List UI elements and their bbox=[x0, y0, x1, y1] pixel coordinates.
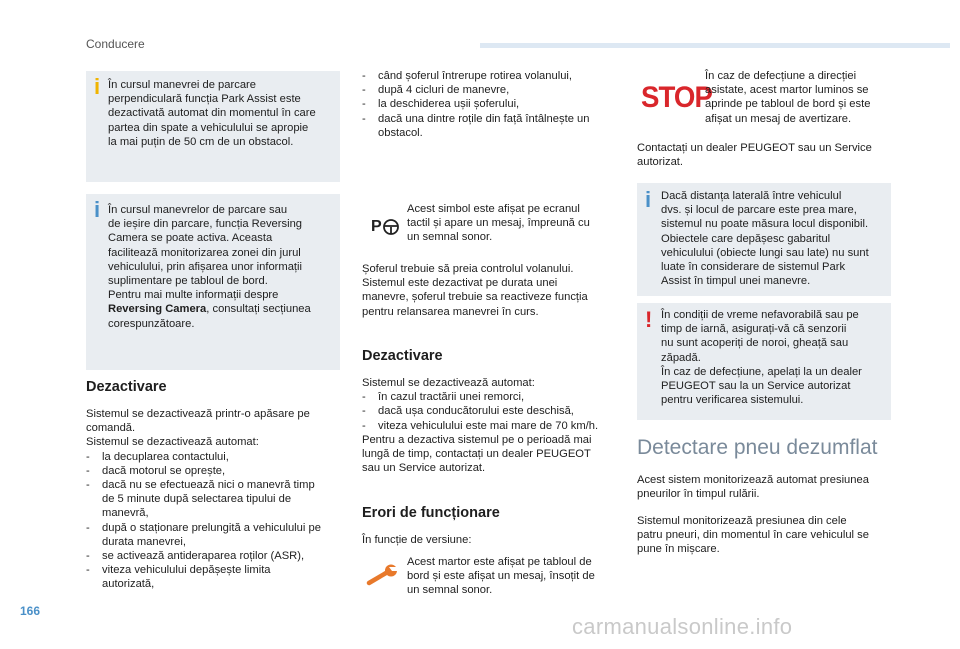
list-item: - când șoferul întrerupe rotirea volanului, bbox=[362, 69, 622, 83]
tyre-paragraph-2: Sistemul monitorizează presiunea din cele patru pneuri, din momentul în care vehiculul se pune în mișcare. bbox=[637, 515, 869, 556]
warning-exclamation-icon: ! bbox=[645, 307, 653, 332]
info-icon: i bbox=[94, 197, 101, 222]
list-item: - dacă nu se efectuează nici o manevră timp de 5 minute după selectarea tipului de manevră, bbox=[86, 478, 346, 521]
list-item: - la deschiderea ușii șoferului, bbox=[362, 97, 622, 111]
symbol-description: Acest simbol este afișat pe ecranul tactil și apare un mesaj, împreună cu un semnal sonor. bbox=[407, 203, 590, 244]
list-item: - în cazul tractării unei remorci, bbox=[362, 390, 622, 404]
tyre-paragraph-1: Acest sistem monitorizează automat presiunea pneurilor în timpul rulării. bbox=[637, 474, 869, 501]
list-item: - după o staționare prelungită a vehiculului pe durata manevrei, bbox=[86, 521, 346, 549]
info-note-reversing-camera bbox=[86, 194, 340, 370]
info-note-lateral-distance bbox=[637, 183, 891, 296]
wrench-icon bbox=[366, 564, 400, 586]
note-text: În cursul manevrei de parcare perpendiculară funcția Park Assist este dezactivată automat din momentul în care partea din spate a vehiculului se apropie la mai puțin de 50 cm de un obstacol. bbox=[108, 79, 316, 148]
list-item: - se activează antideraparea roților (ASR), bbox=[86, 549, 346, 563]
stop-description: În caz de defecțiune a direcției asistate, acest martor luminos se aprinde pe tabloul de bord și este afișat un mesaj de avertizare. bbox=[705, 70, 871, 125]
watermark: carmanualsonline.info bbox=[572, 614, 793, 639]
contact-dealer-text: Contactați un dealer PEUGEOT sau un Service autorizat. bbox=[637, 142, 872, 169]
note-text: În condiții de vreme nefavorabilă sau pe timp de iarnă, asigurați-vă că senzorii nu sunt acoperiți de noroi, gheață sau zăpadă. În caz de defecțiune, apelați la un dealer PEUGEOT sau la un Service autorizat pentru verificarea sistemului. bbox=[661, 309, 862, 407]
wrench-description: Acest martor este afișat pe tabloul de bord și este afișat un mesaj, însoțit de un semnal sonor. bbox=[407, 556, 595, 597]
section-header: Conducere bbox=[86, 37, 145, 51]
section-title-dezactivare-2: Dezactivare bbox=[362, 348, 443, 364]
section-title-tyre-deflation: Detectare pneu dezumflat bbox=[637, 436, 878, 459]
section-title-dezactivare: Dezactivare bbox=[86, 379, 167, 395]
info-note-park-assist bbox=[86, 71, 340, 182]
list-item: - după 4 cicluri de manevre, bbox=[362, 83, 622, 97]
list-item: - viteza vehiculului depășește limita autorizată, bbox=[86, 563, 346, 591]
list-item: - dacă ușa conducătorului este deschisă, bbox=[362, 404, 622, 418]
deactivation-list bbox=[86, 450, 346, 592]
park-assist-steering-icon bbox=[370, 214, 400, 236]
note-text: În cursul manevrelor de parcare sau de ieșire din parcare, funcția Reversing Camera se poate activa. Aceasta facilitează monitorizarea zonei din jurul vehiculului, prin afișarea unor informații suplimentare pe tabloul de bord. Pentru mai multe informații despre Reversing Camera, consultați secțiunea corespunzătoare. bbox=[108, 204, 311, 330]
driver-takeover-paragraph: Șoferul trebuie să preia controlul volanului. Sistemul este dezactivat pe durata unei manevre, șoferul trebuie sa reactiveze funcția pentru relansarea manevrei în curs. bbox=[362, 263, 588, 318]
header-divider-bar bbox=[480, 43, 950, 48]
section-title-erori: Erori de funcționare bbox=[362, 505, 500, 521]
list-item: - dacă motorul se oprește, bbox=[86, 464, 346, 478]
info-icon: i bbox=[645, 187, 652, 212]
continued-list bbox=[362, 69, 622, 140]
list-item: - viteza vehiculului este mai mare de 70 km/h. bbox=[362, 419, 622, 433]
auto-deactivation-text: Sistemul se dezactivează automat: - în cazul tractării unei remorci, - dacă ușa conducătorului este deschisă, - viteza vehiculului este mai mare de 70 km/h. Pentru a dezactiva sistemul pe o perioadă mai lungă de timp, contactați un dealer PEUGEOT sau un Service autorizat. bbox=[362, 376, 622, 475]
list-item: - dacă una dintre roțile din față întâlnește un obstacol. bbox=[362, 112, 622, 140]
stop-warning-icon: STOP bbox=[641, 81, 712, 114]
deactivation-text: Sistemul se dezactivează printr-o apăsare pe comandă. Sistemul se dezactivează automat: - la decuplarea contactului, - dacă motorul se oprește, - dacă nu se efectuează nici o manevră timp de 5 minute după selectarea tipului de manevră, - după o staționare prelungită a vehiculului pe durata manevrei, - se activează antideraparea roților (ASR), - viteza vehiculului depășește limita autorizată, bbox=[86, 407, 346, 592]
info-icon: i bbox=[94, 74, 101, 99]
note-text: Dacă distanța laterală între vehiculul dvs. și locul de parcare este prea mare, sistemul nu poate măsura locul disponibil. Obiectele care depășesc gabaritul vehiculului (obiecte lungi sau late) nu sunt luate în considerare de sistemul Park Assist în timpul unei manevre. bbox=[661, 190, 869, 288]
versions-text: În funcție de versiune: bbox=[362, 534, 472, 546]
list-item: - la decuplarea contactului, bbox=[86, 450, 346, 464]
page-number: 166 bbox=[20, 604, 41, 618]
warning-note-weather bbox=[637, 303, 891, 420]
svg-text:P: P bbox=[371, 218, 382, 235]
